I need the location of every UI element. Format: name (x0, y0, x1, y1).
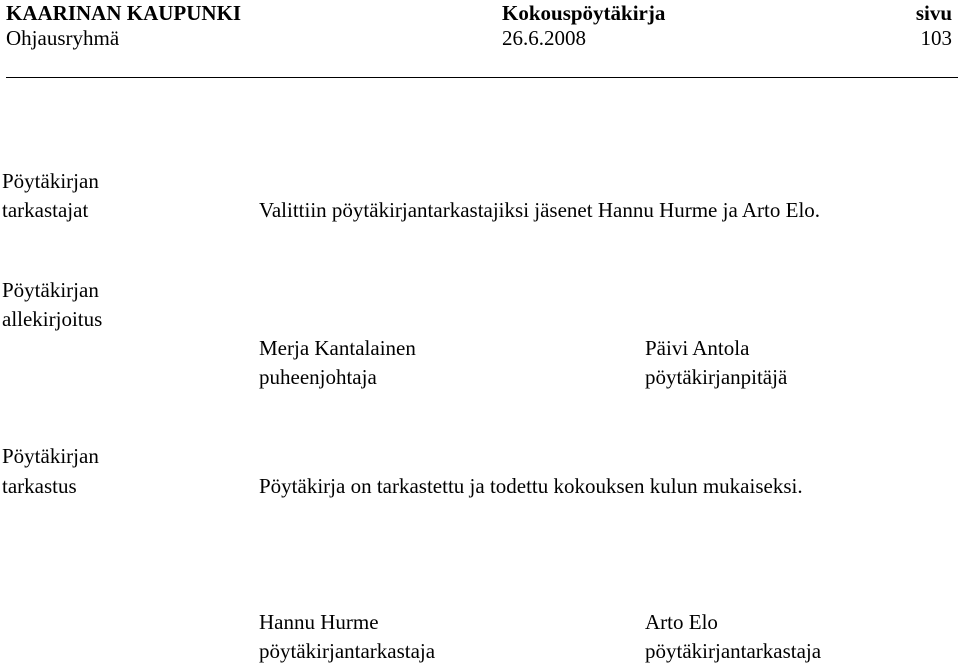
page-label: sivu (915, 1, 952, 25)
examiner-b-name: Arto Elo (645, 610, 718, 634)
document-type: Kokouspöytäkirja (502, 1, 666, 25)
inspection-text: Pöytäkirja on tarkastettu ja todettu kokouksen kulun mukaiseksi. (259, 474, 803, 498)
inspection-label-line2: tarkastus (2, 474, 77, 498)
organization-name: KAARINAN KAUPUNKI (6, 1, 242, 25)
examiner-a-name: Hannu Hurme (259, 610, 379, 634)
secretary-name: Päivi Antola (645, 336, 750, 360)
examiner-b-role: pöytäkirjantarkastaja (645, 639, 822, 663)
examiners-label-line2: tarkastajat (2, 198, 89, 222)
chair-name: Merja Kantalainen (259, 336, 416, 360)
secretary-role: pöytäkirjanpitäjä (645, 365, 788, 389)
chair-role: puheenjohtaja (259, 365, 377, 389)
page-number: 103 (920, 26, 952, 50)
examiners-label-line1: Pöytäkirjan (2, 169, 99, 193)
signature-label-line2: allekirjoitus (2, 307, 103, 331)
examiner-a-role: pöytäkirjantarkastaja (259, 639, 436, 663)
page-header (6, 0, 952, 57)
meeting-date: 26.6.2008 (502, 26, 586, 50)
header-divider (6, 77, 958, 78)
committee-name: Ohjausryhmä (6, 26, 120, 50)
inspection-label-line1: Pöytäkirjan (2, 444, 99, 468)
examiners-text: Valittiin pöytäkirjantarkastajiksi jäsenet Hannu Hurme ja Arto Elo. (259, 198, 821, 222)
signature-label-line1: Pöytäkirjan (2, 278, 99, 302)
